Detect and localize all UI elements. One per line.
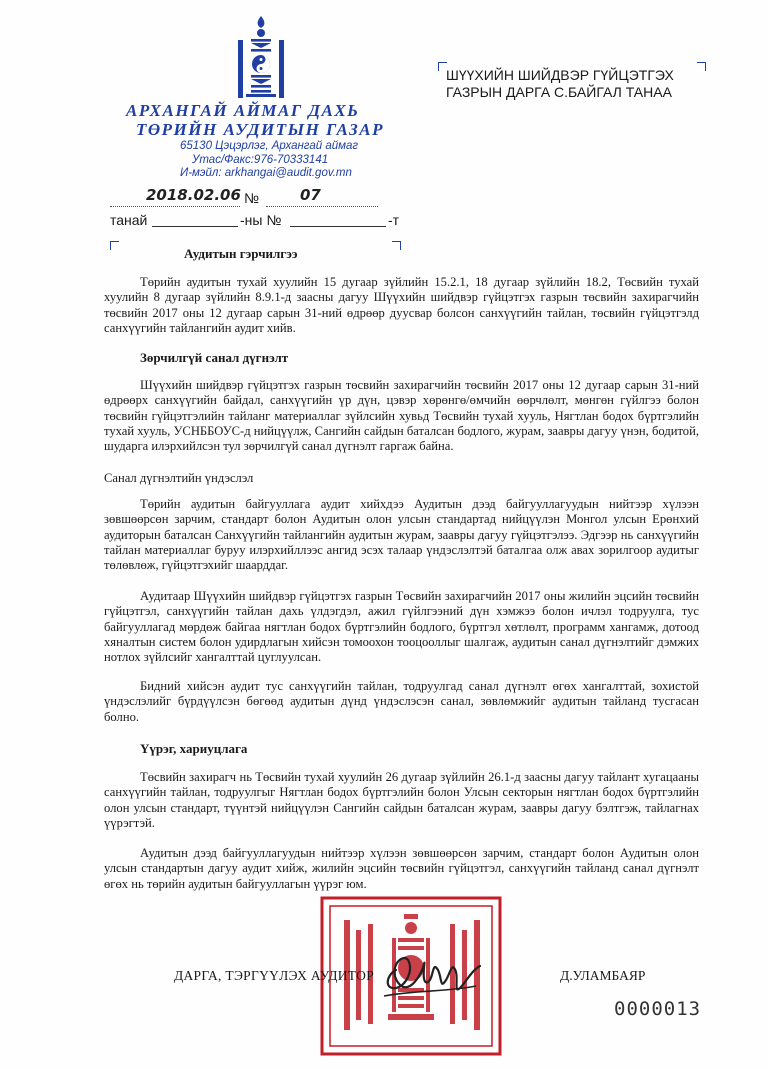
reply-label-no: -ны № <box>240 212 282 228</box>
phone-text: Утас/Факс:976-70333141 <box>192 153 329 166</box>
reply-label-your: танай <box>110 212 148 228</box>
signatory-title: ДАРГА, ТЭРГҮҮЛЭХ АУДИТОР <box>174 968 375 983</box>
reply-label-suffix: -т <box>388 212 400 228</box>
basis-paragraph-2: Аудитаар Шүүхийн шийдвэр гүйцэтгэх газрын Төсвийн захирагчийн 2017 оны жилийн эцсийн төсвийн гүйцэтгэл, санхүүгийн тайлан дахь үлдэгдэл, ажил гүйлгээний дүн хэмжээ болон ичлэл тодруулга, тус байгууллагад мөрдөж байгаа нягтлан бодох бүртгэлийн бодлого, бүртгэл хөтлөлт, программ хангамж, дотоод хяналтын систем болон удирдлагын хийсэн томоохон тооцооллыг шалгаж, аудитын санал дүгнэлтийг дэмжих нотлох зүйлсийг хангалттай цуглуулсан. <box>104 589 699 665</box>
section-heading-basis: Санал дүгнэлтийн үндэслэл <box>104 471 254 485</box>
soyombo-emblem-icon <box>232 14 290 102</box>
basis-paragraph-1: Төрийн аудитын байгууллага аудит хийхдээ Аудитын дээд байгууллагуудын нийтээр хүлээн зөвшөөрсөн зарчим, стандарт болон Аудитын олон улсын стандартад нийцүүлэн Монгол улсын Ерөнхий аудиторын баталсан Санхүүгийн тайлангийн аудитын журам, заавры дагуу гүйцэтгэлээ. Эдгээр нь санхүүгийн тайлан материаллаг буруу илэрхийллээс ангид эсэх талаар үндэслэлтэй баталгаа олж авах зорилгоор аудитыг төлөвлөж, гүйцэтгэхийг шаарддаг. <box>104 497 699 573</box>
basis-paragraph-3: Бидний хийсэн аудит тус санхүүгийн тайлан, тодруулгад санал дүгнэлт өгөх хангалттай, зохистой үндэслэлийг бүрдүүлсэн бөгөөд аудитын дүнд үндэслэсэн санал, зөвлөмжийг аудитын тайланд тусгасан болно. <box>104 679 699 724</box>
handwritten-number: 07 <box>300 186 321 204</box>
handwritten-date: 2018.02.06 <box>146 186 241 204</box>
intro-paragraph: Төрийн аудитын тухай хуулийн 15 дугаар зүйлийн 15.2.1, 18 дугаар зүйлийн 18.2, Төсвийн тухай хуулийн 8 дугаар зүйлийн 8.9.1-д заасны дагуу Шүүхийн шийдвэр гүйцэтгэх газрын төсвийн захирагчийн төсвийн 2017 оны 12 дугаар сарын 31-ний өдрөөр дуусвар болсон санхүүгийн тайлан, төсвийн гүйцэтгэлд санхүүгийн тайлангийн аудит хийв. <box>104 275 699 335</box>
number-line <box>266 206 378 207</box>
responsibility-paragraph-2: Аудитын дээд байгууллагуудын нийтээр хүлээн зөвшөөрсөн зарчим, стандарт болон Аудитын олон улсын стандартын дагуу аудит хийж, жилийн эцсийн төсвийн гүйцэтгэл, санхүүгийн тайланд санал дүгнэлт өгөх нь төрийн аудитын байгууллагын үүрэг юм. <box>104 846 699 891</box>
section-heading-responsibility: Үүрэг, хариуцлага <box>140 741 248 756</box>
document-title: Аудитын гэрчилгээ <box>184 246 298 261</box>
org-name-line1: АРХАНГАЙ АЙМАГ ДАХЬ <box>126 101 360 120</box>
corner-mark <box>392 241 401 250</box>
address-text: 65130 Цэцэрлэг, Архангай аймаг <box>180 140 359 152</box>
opinion-paragraph: Шүүхийн шийдвэр гүйцэтгэх газрын төсвийн захирагчийн төсвийн 2017 оны 12 дугаар сарын 31-ний өдрөөрх санхүүгийн байдал, санхүүгийн үр дүн, цэвэр хөрөнгө/өмчийн өөрчлөлт, мөнгөн гүйлгээ болон төсвийн гүйцэтгэлийн тайланг материаллаг зүйлсийн хувьд Төсвийн тухай хууль, Нягтлан бодох бүртгэлийн тухай хууль, УСНББОУС-д нийцүүлж, Сангийн сайдын баталсан бодлого, журам, заавры дагуу үнэн, бодитой, шударга илэрхийлсэн тул зөрчилгүй санал дүгнэлт гаргаж байна. <box>104 378 699 454</box>
signatory-name: Д.УЛАМБАЯР <box>560 968 646 983</box>
recipient-block <box>446 67 716 101</box>
reply-number-line <box>290 226 386 227</box>
date-line <box>110 206 240 207</box>
number-label: № <box>244 190 260 206</box>
email-text: И-мэйл: arkhangai@audit.gov.mn <box>180 167 352 179</box>
org-name-line2: ТӨРИЙН АУДИТЫН ГАЗАР <box>136 120 385 139</box>
section-heading-opinion: Зөрчилгүй санал дүгнэлт <box>140 350 289 365</box>
stamp-number: 0000013 <box>614 998 702 1020</box>
contact-block <box>180 140 358 181</box>
recipient-line1: ШҮҮХИЙН ШИЙДВЭР ГҮЙЦЭТГЭХ <box>446 67 674 83</box>
reply-date-line <box>152 226 238 227</box>
responsibility-paragraph-1: Төсвийн захирагч нь Төсвийн тухай хуулийн 26 дугаар зүйлийн 26.1-д заасны дагуу тайлант хугацааны санхүүгийн тайлан, тодруулгыг Нягтлан бодох бүртгэлийн болон Улсын секторын нягтлан бодох бүртгэлийн олон улсын стандарт, түүнтэй нийцүүлэн Сангийн сайдын баталсан журам, заавры дагуу бэлтгэж, тайлагнах үүрэгтэй. <box>104 770 699 830</box>
corner-mark <box>110 241 119 250</box>
recipient-line2: ГАЗРЫН ДАРГА С.БАЙГАЛ ТАНАА <box>446 84 672 100</box>
signature-icon <box>376 930 486 1005</box>
